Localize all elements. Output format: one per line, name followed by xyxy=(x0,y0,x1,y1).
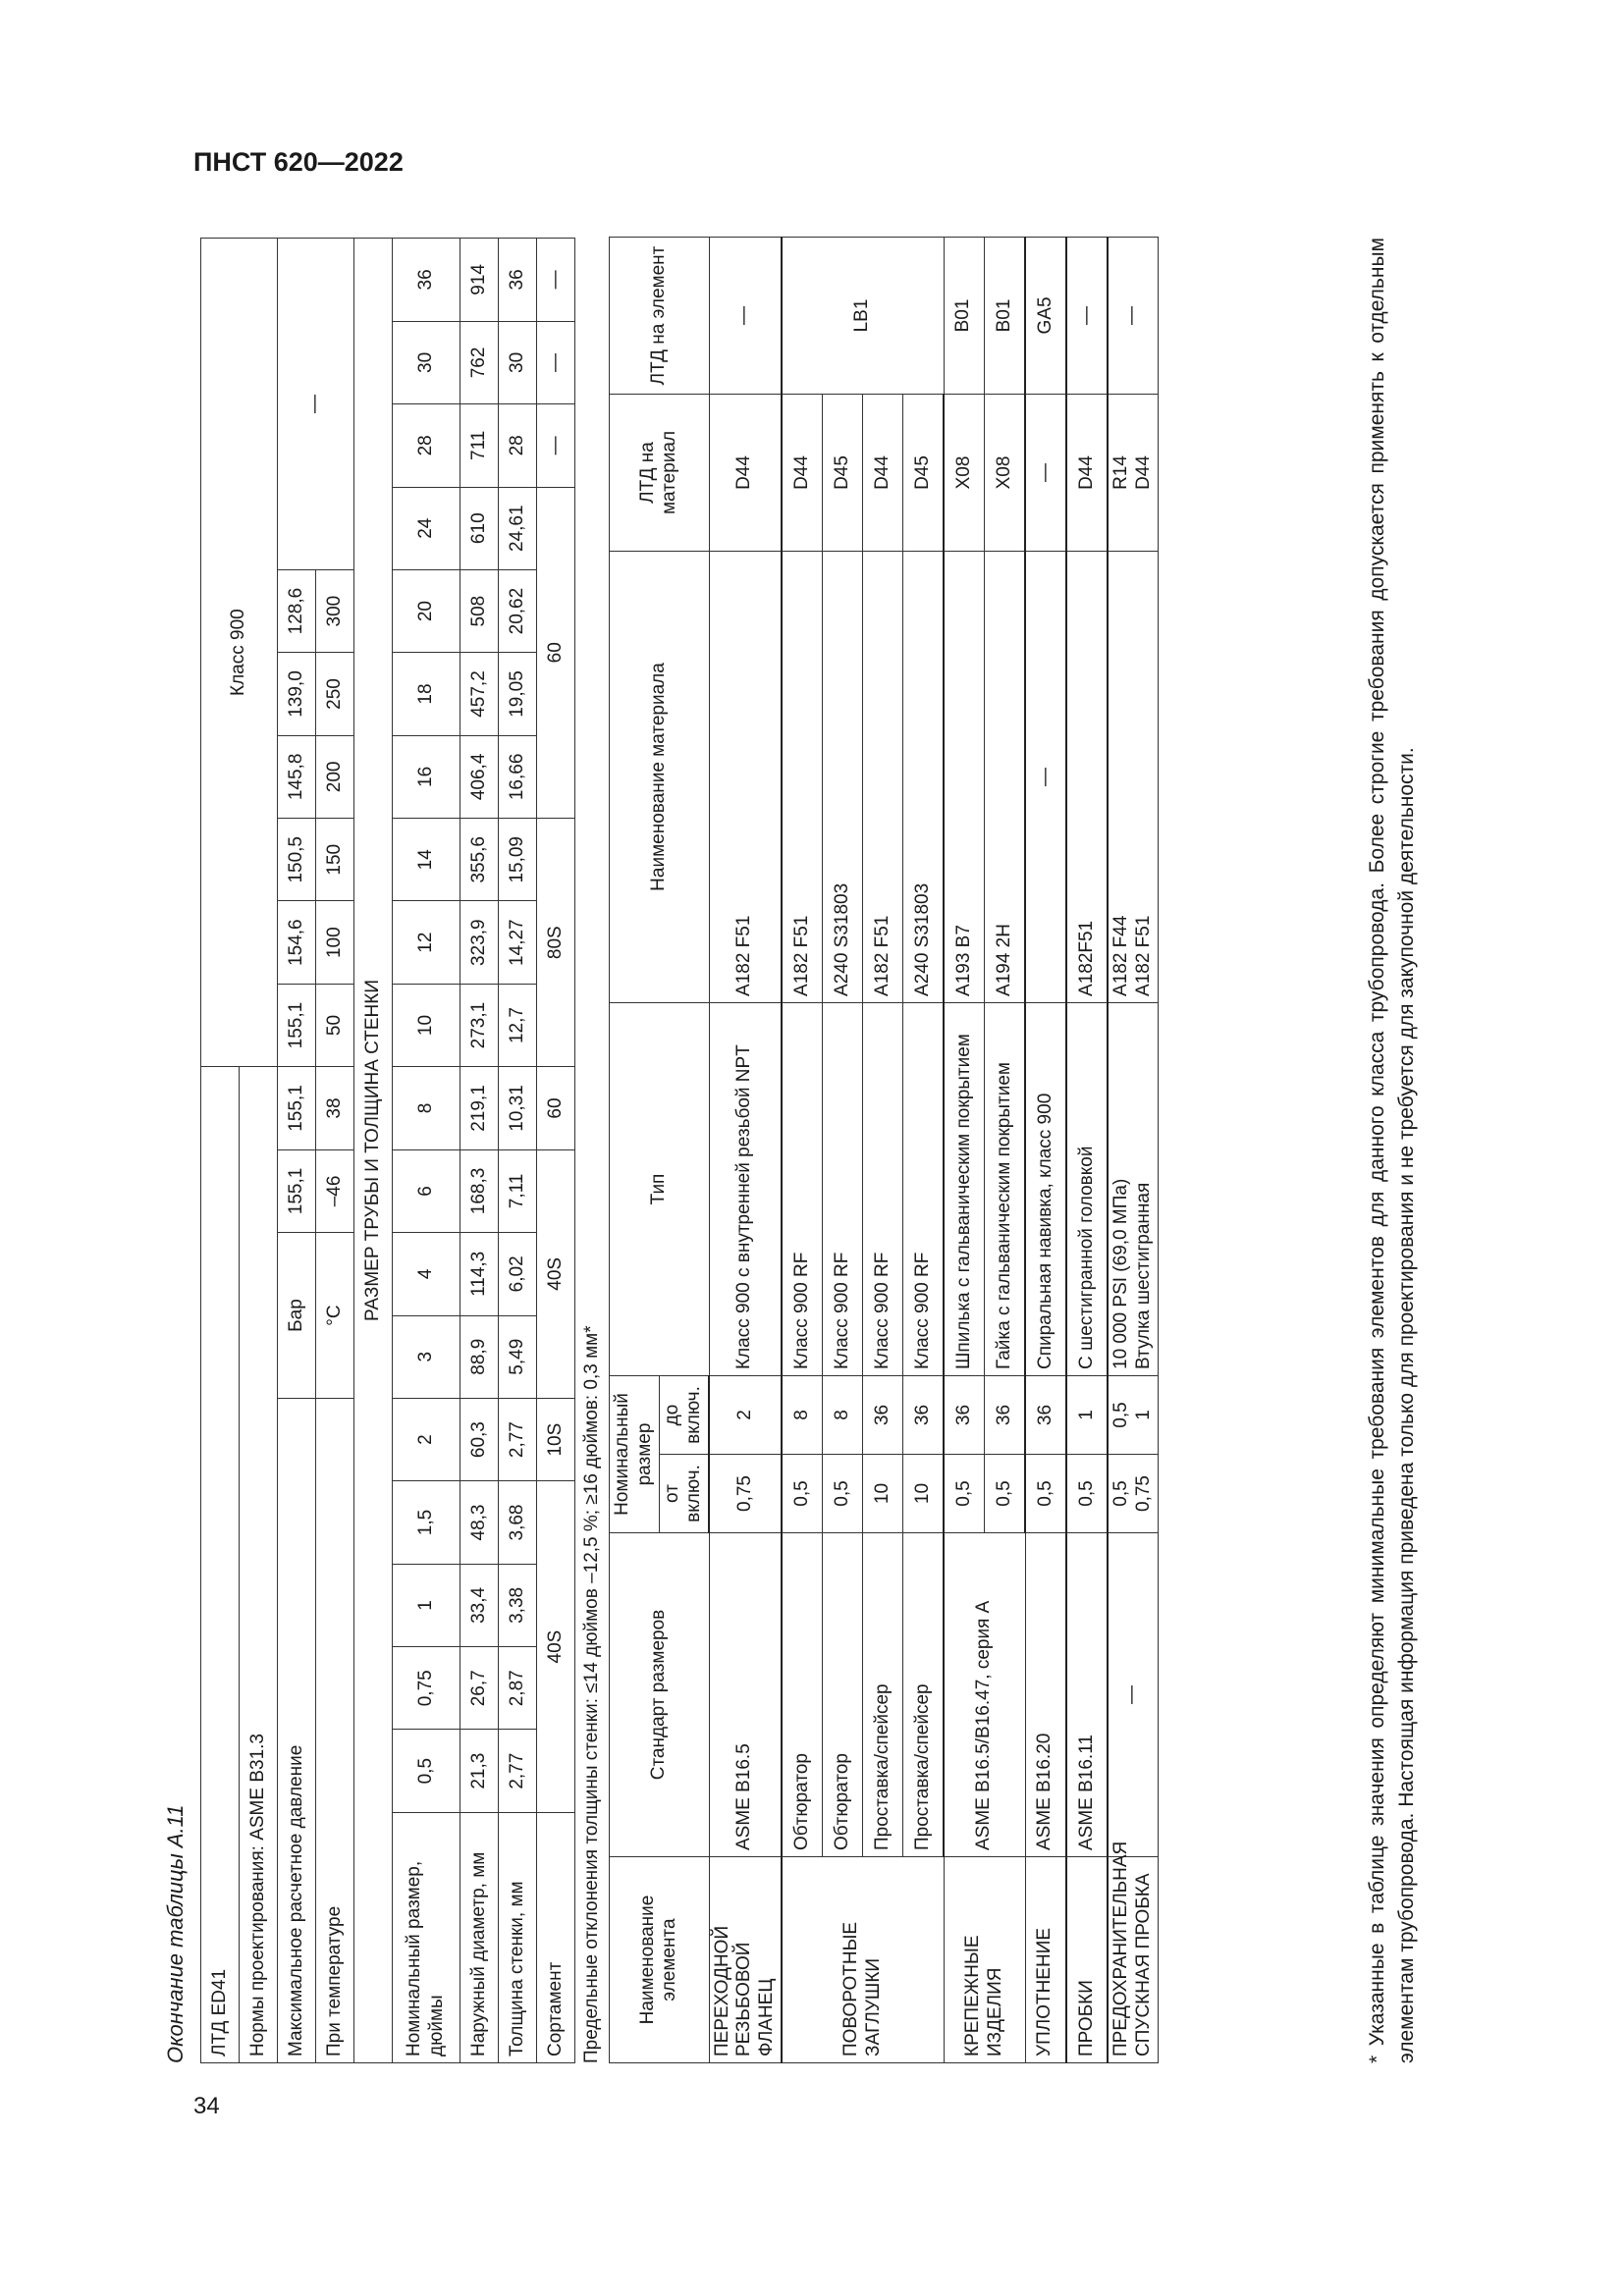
col-header-material: Наименование материала xyxy=(610,551,710,1002)
component-standard: ASME B16.11 xyxy=(1066,1533,1108,1857)
wall-thickness: 36 xyxy=(499,239,537,322)
component-standard: Проставка/спейсер xyxy=(903,1533,945,1857)
component-from: 0,5 xyxy=(1025,1455,1066,1533)
pressure-value: 155,1 xyxy=(278,1067,316,1150)
component-type: Класс 900 с внутренней резьбой NPT xyxy=(709,1002,782,1375)
component-ltd-element: — xyxy=(1066,237,1108,394)
component-ltd-material: D45 xyxy=(823,394,863,551)
component-type: Гайка с гальваническим покрытием xyxy=(985,1002,1026,1375)
outer-diameter: 762 xyxy=(460,321,499,403)
component-type: Класс 900 RF xyxy=(823,1002,863,1375)
outer-diameter: 273,1 xyxy=(460,984,499,1066)
temperature-value: 200 xyxy=(316,735,354,818)
schedule-value: 80S xyxy=(537,819,575,1067)
component-ltd-material: X08 xyxy=(985,394,1026,551)
component-standard: Проставка/спейсер xyxy=(863,1533,903,1857)
nominal-size: 14 xyxy=(393,819,460,901)
outer-diameter: 168,3 xyxy=(460,1149,499,1232)
nominal-size: 18 xyxy=(393,653,460,735)
component-material: A240 S31803 xyxy=(903,551,945,1002)
wall-thickness: 10,31 xyxy=(499,1067,537,1150)
components-table xyxy=(609,237,1159,2063)
wall-thickness: 28 xyxy=(499,404,537,487)
component-from: 0,5 xyxy=(985,1455,1026,1533)
temperature-value: 150 xyxy=(316,819,354,901)
outer-diameter: 60,3 xyxy=(460,1398,499,1480)
component-material: A182 F51 xyxy=(709,551,782,1002)
component-from: 0,5 xyxy=(1066,1455,1108,1533)
temperature-value: 50 xyxy=(316,984,354,1066)
wall-thickness: 6,02 xyxy=(499,1233,537,1315)
outer-diameter: 355,6 xyxy=(460,819,499,901)
component-name: ПЕРЕХОДНОЙ РЕЗЬБОВОЙ ФЛАНЕЦ xyxy=(709,1857,782,2063)
outer-diameter: 323,9 xyxy=(460,901,499,984)
component-ltd-material: — xyxy=(1025,394,1066,551)
component-ltd-element: GA5 xyxy=(1025,237,1066,394)
schedule-value: 40S xyxy=(537,1481,575,1813)
component-standard: ASME B16.5 xyxy=(709,1533,782,1857)
wall-thickness: 5,49 xyxy=(499,1315,537,1398)
outer-diameter-label: Наружный диаметр, мм xyxy=(460,1812,499,2062)
component-from: 10 xyxy=(903,1455,945,1533)
temperature-value: 100 xyxy=(316,901,354,984)
schedule-value: 60 xyxy=(537,1067,575,1150)
schedule-value: 10S xyxy=(537,1398,575,1480)
component-to: 36 xyxy=(1025,1375,1066,1454)
wall-thickness: 2,77 xyxy=(499,1730,537,1812)
component-to: 8 xyxy=(782,1375,823,1454)
document-code: ПНСТ 620—2022 xyxy=(193,147,404,177)
component-from: 0,5 xyxy=(944,1455,985,1533)
nominal-size: 20 xyxy=(393,569,460,652)
nominal-size: 16 xyxy=(393,735,460,818)
page-number: 34 xyxy=(193,2093,220,2119)
nominal-size: 0,75 xyxy=(393,1647,460,1730)
component-standard: Обтюратор xyxy=(823,1533,863,1857)
nominal-size: 2 xyxy=(393,1398,460,1480)
tolerance-note: Предельные отклонения толщины стенки: ≤14 дюймов –12,5 %; ≥16 дюймов: 0,3 мм* xyxy=(581,1325,602,2063)
component-name: ПОВОРОТНЫЕ ЗАГЛУШКИ xyxy=(782,1857,944,2063)
nominal-size: 0,5 xyxy=(393,1730,460,1812)
component-to: 36 xyxy=(944,1375,985,1454)
pressure-value: 154,6 xyxy=(278,901,316,984)
wall-thickness: 12,7 xyxy=(499,984,537,1066)
nominal-size-label: Номинальный размер, дюймы xyxy=(393,1812,460,2062)
ltd-cell: ЛТД ED41 xyxy=(201,1067,240,2063)
component-ltd-material: D45 xyxy=(903,394,945,551)
component-ltd-material: R14 D44 xyxy=(1108,394,1158,551)
component-ltd-material: D44 xyxy=(1066,394,1108,551)
schedule-value: — xyxy=(537,321,575,403)
pressure-value: 145,8 xyxy=(278,735,316,818)
component-standard: ASME B16.5/B16.47, серия А xyxy=(944,1533,1025,1857)
schedule-label: Сортамент xyxy=(537,1812,575,2062)
outer-diameter: 33,4 xyxy=(460,1564,499,1646)
nominal-size: 6 xyxy=(393,1149,460,1232)
design-norms: Нормы проектирования: ASME B31.3 xyxy=(240,1067,278,2063)
wall-thickness: 19,05 xyxy=(499,653,537,735)
nominal-size: 1,5 xyxy=(393,1481,460,1564)
component-from: 10 xyxy=(863,1455,903,1533)
wall-thickness: 2,87 xyxy=(499,1647,537,1730)
outer-diameter: 914 xyxy=(460,239,499,322)
component-to: 36 xyxy=(863,1375,903,1454)
component-to: 8 xyxy=(823,1375,863,1454)
component-to: 36 xyxy=(903,1375,945,1454)
component-to: 2 xyxy=(709,1375,782,1454)
outer-diameter: 88,9 xyxy=(460,1315,499,1398)
outer-diameter: 48,3 xyxy=(460,1481,499,1564)
pressure-value: 155,1 xyxy=(278,1149,316,1232)
component-ltd-element: — xyxy=(709,237,782,394)
component-from: 0,5 xyxy=(782,1455,823,1533)
table-caption: Окончание таблицы А.11 xyxy=(163,1804,188,2063)
empty-dash: — xyxy=(278,239,354,570)
component-type: Класс 900 RF xyxy=(782,1002,823,1375)
pipe-section-title: РАЗМЕР ТРУБЫ И ТОЛЩИНА СТЕНКИ xyxy=(354,239,393,2063)
temperature-value: –46 xyxy=(316,1149,354,1232)
pressure-value: 128,6 xyxy=(278,569,316,652)
component-from: 0,5 xyxy=(823,1455,863,1533)
outer-diameter: 711 xyxy=(460,404,499,487)
wall-thickness: 3,68 xyxy=(499,1481,537,1564)
component-ltd-material: D44 xyxy=(709,394,782,551)
wall-thickness: 15,09 xyxy=(499,819,537,901)
wall-thickness-label: Толщина стенки, мм xyxy=(499,1812,537,2062)
nominal-size: 24 xyxy=(393,487,460,569)
nominal-size: 36 xyxy=(393,239,460,322)
component-material: A194 2H xyxy=(985,551,1026,1002)
component-ltd-material: X08 xyxy=(944,394,985,551)
component-name: КРЕПЕЖНЫЕ ИЗДЕЛИЯ xyxy=(944,1857,1025,2063)
component-standard: Обтюратор xyxy=(782,1533,823,1857)
temperature-value: 300 xyxy=(316,569,354,652)
nominal-size: 28 xyxy=(393,404,460,487)
col-header-to: до включ. xyxy=(659,1375,709,1454)
wall-thickness: 2,77 xyxy=(499,1398,537,1480)
class-label: Класс 900 xyxy=(201,239,278,1067)
component-material: A182 F51 xyxy=(863,551,903,1002)
pressure-value: 139,0 xyxy=(278,653,316,735)
component-ltd-element: — xyxy=(1108,237,1158,394)
spec-table xyxy=(200,238,575,2063)
pressure-unit: Бар xyxy=(278,1233,316,1399)
component-ltd-element: B01 xyxy=(985,237,1026,394)
component-ltd-element: LB1 xyxy=(782,237,944,394)
col-header-nominal-size: Номинальный размер xyxy=(610,1375,660,1532)
schedule-value: 40S xyxy=(537,1149,575,1398)
outer-diameter: 406,4 xyxy=(460,735,499,818)
outer-diameter: 21,3 xyxy=(460,1730,499,1812)
component-to: 36 xyxy=(985,1375,1026,1454)
temperature-value: 38 xyxy=(316,1067,354,1150)
table-footnote: * Указанные в таблице значения определяют минимальные требования элементов для данного класса трубопровода. Более строгие требования допускается применять к отдельным элементам трубопровода. Настоящая информация приведена только для проектирования и не требуется для закупочной деятельности. xyxy=(1366,238,1419,2063)
col-header-type: Тип xyxy=(610,1002,710,1375)
nominal-size: 10 xyxy=(393,984,460,1066)
temperature-unit: °С xyxy=(316,1233,354,1399)
component-ltd-material: D44 xyxy=(863,394,903,551)
component-from: 0,75 xyxy=(709,1455,782,1533)
component-ltd-element: B01 xyxy=(944,237,985,394)
nominal-size: 4 xyxy=(393,1233,460,1315)
col-header-ltd-material: ЛТД на материал xyxy=(610,394,710,551)
schedule-value: 60 xyxy=(537,487,575,819)
outer-diameter: 610 xyxy=(460,487,499,569)
max-pressure-label: Максимальное расчетное давление xyxy=(278,1398,316,2062)
component-name: ПРОБКИ xyxy=(1066,1857,1108,2063)
component-material: A182 F51 xyxy=(782,551,823,1002)
component-material: A240 S31803 xyxy=(823,551,863,1002)
component-type: Класс 900 RF xyxy=(863,1002,903,1375)
rotated-page-content xyxy=(157,226,1512,2081)
component-type: 10 000 PSI (69,0 МПа) Втулка шестигранная xyxy=(1108,1002,1158,1375)
wall-thickness: 7,11 xyxy=(499,1149,537,1232)
wall-thickness: 20,62 xyxy=(499,569,537,652)
component-to: 0,5 1 xyxy=(1108,1375,1158,1454)
component-material: A182 F44 A182 F51 xyxy=(1108,551,1158,1002)
col-header-ltd-element: ЛТД на элемент xyxy=(610,237,710,394)
component-from: 0,5 0,75 xyxy=(1108,1455,1158,1533)
nominal-size: 12 xyxy=(393,901,460,984)
wall-thickness: 14,27 xyxy=(499,901,537,984)
nominal-size: 8 xyxy=(393,1067,460,1150)
outer-diameter: 114,3 xyxy=(460,1233,499,1315)
component-material: A193 B7 xyxy=(944,551,985,1002)
outer-diameter: 26,7 xyxy=(460,1647,499,1730)
outer-diameter: 457,2 xyxy=(460,653,499,735)
temperature-label: При температуре xyxy=(316,1398,354,2062)
wall-thickness: 30 xyxy=(499,321,537,403)
nominal-size: 3 xyxy=(393,1315,460,1398)
component-name: ПРЕДОХРАНИТЕЛЬНАЯ СПУСКНАЯ ПРОБКА xyxy=(1108,1857,1158,2063)
component-ltd-material: D44 xyxy=(782,394,823,551)
nominal-size: 1 xyxy=(393,1564,460,1646)
nominal-size: 30 xyxy=(393,321,460,403)
component-to: 1 xyxy=(1066,1375,1108,1454)
rotated-table-area xyxy=(157,226,1512,2081)
component-material: A182F51 xyxy=(1066,551,1108,1002)
component-type: Шпилька с гальваническим покрытием xyxy=(944,1002,985,1375)
component-type: С шестигранной головкой xyxy=(1066,1002,1108,1375)
component-name: УПЛОТНЕНИЕ xyxy=(1025,1857,1066,2063)
component-material: — xyxy=(1025,551,1066,1002)
pressure-value: 155,1 xyxy=(278,984,316,1066)
col-header-standard: Стандарт размеров xyxy=(610,1533,710,1857)
col-header-name: Наименование элемента xyxy=(610,1857,710,2063)
outer-diameter: 508 xyxy=(460,569,499,652)
temperature-value: 250 xyxy=(316,653,354,735)
component-type: Спиральная навивка, класс 900 xyxy=(1025,1002,1066,1375)
component-standard: — xyxy=(1108,1533,1158,1857)
outer-diameter: 219,1 xyxy=(460,1067,499,1150)
col-header-from: от включ. xyxy=(659,1455,709,1533)
pressure-value: 150,5 xyxy=(278,819,316,901)
wall-thickness: 3,38 xyxy=(499,1564,537,1646)
wall-thickness: 16,66 xyxy=(499,735,537,818)
wall-thickness: 24,61 xyxy=(499,487,537,569)
component-standard: ASME B16.20 xyxy=(1025,1533,1066,1857)
schedule-value: — xyxy=(537,404,575,487)
component-type: Класс 900 RF xyxy=(903,1002,945,1375)
schedule-value: — xyxy=(537,239,575,322)
